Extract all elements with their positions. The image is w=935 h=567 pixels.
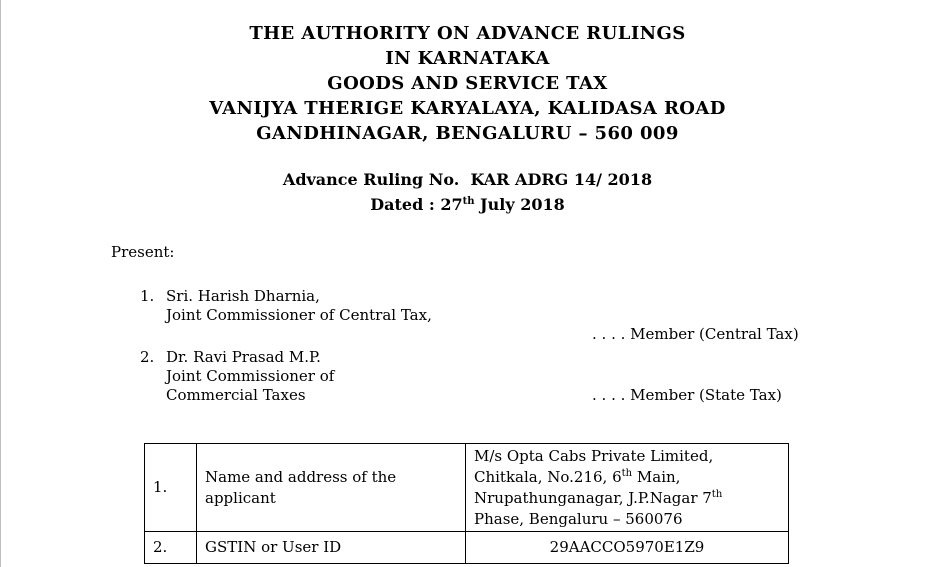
ruling-number-value: KAR ADRG 14/ 2018	[470, 170, 653, 189]
applicant-details-table	[144, 443, 789, 564]
applicant-name-address	[466, 444, 789, 532]
table-row	[145, 444, 789, 532]
applicant-address-line1	[474, 467, 780, 488]
ruling-number-line	[0, 168, 935, 192]
authority-tax-type: GOODS AND SERVICE TAX	[327, 73, 608, 94]
row-1-label: Name and address of the applicant	[197, 444, 466, 532]
address-part: Main,	[632, 467, 681, 486]
ruling-date-prefix: Dated : 27	[370, 195, 463, 214]
gstin-value: 29AACCO5970E1Z9	[466, 532, 789, 564]
member-2-name: Dr. Ravi Prasad M.P.	[166, 348, 321, 366]
address-part: Chitkala, No.216, 6	[474, 467, 622, 486]
authority-address-line2: GANDHINAGAR, BENGALURU – 560 009	[256, 123, 679, 144]
row-1-number: 1.	[145, 444, 197, 532]
ruling-date-line	[0, 193, 935, 217]
member-2-designation-line1: Joint Commissioner of	[166, 367, 335, 385]
member-1-name: Sri. Harish Dharnia,	[166, 287, 320, 305]
row-2-number: 2.	[145, 532, 197, 564]
present-label: Present:	[111, 243, 175, 261]
member-2-role: . . . . Member (State Tax)	[592, 386, 782, 404]
applicant-address-line2	[474, 488, 780, 509]
member-1-role: . . . . Member (Central Tax)	[592, 325, 799, 343]
ruling-date-suffix: July 2018	[474, 195, 565, 214]
authority-state: IN KARNATAKA	[385, 48, 550, 69]
address-ordinal: th	[621, 467, 633, 479]
table-row	[145, 532, 789, 564]
member-2-number: 2.	[140, 348, 155, 366]
applicant-address-line3: Phase, Bengaluru – 560076	[474, 509, 683, 528]
authority-address-line1: VANIJYA THERIGE KARYALAYA, KALIDASA ROAD	[209, 98, 726, 119]
ruling-number-label: Advance Ruling No.	[282, 170, 460, 189]
ruling-date-ordinal: th	[462, 196, 475, 207]
address-ordinal: th	[711, 488, 723, 500]
member-2-designation-line2: Commercial Taxes	[166, 386, 306, 404]
row-2-label: GSTIN or User ID	[197, 532, 466, 564]
authority-title: THE AUTHORITY ON ADVANCE RULINGS	[249, 23, 686, 44]
member-1-designation: Joint Commissioner of Central Tax,	[166, 306, 432, 324]
member-1-number: 1.	[140, 287, 155, 305]
address-part: Nrupathunganagar, J.P.Nagar 7	[474, 488, 712, 507]
applicant-name: M/s Opta Cabs Private Limited,	[474, 446, 714, 465]
